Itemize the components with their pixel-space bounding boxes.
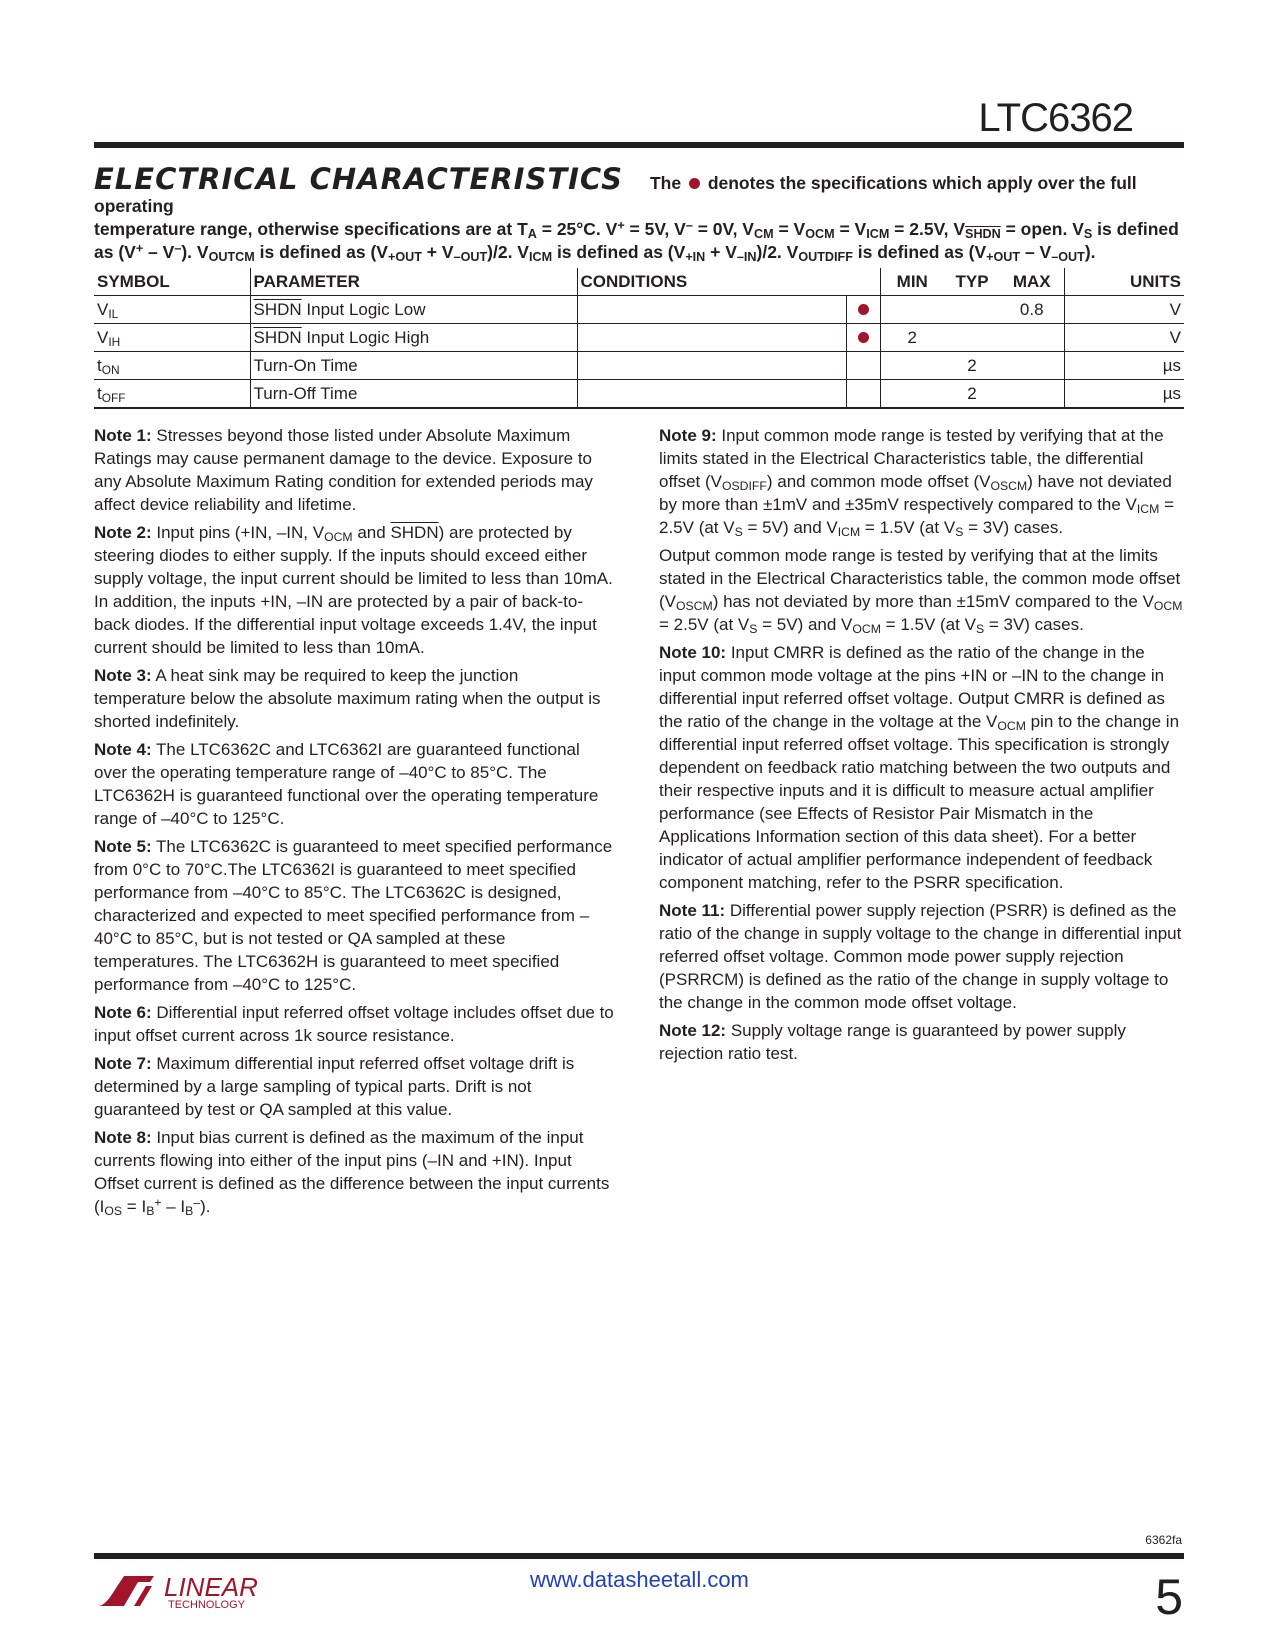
note-4: Note 4: The LTC6362C and LTC6362I are guaranteed functional over the operating temperature range of –40°C to 85°C. The LTC6362H is guaranteed functional over the operating temperature range of –40°C to 125°C. [94, 740, 599, 828]
table-row [94, 296, 1184, 324]
min-cell [880, 296, 944, 324]
units-cell: µs [1064, 352, 1184, 380]
bullet-icon [858, 304, 869, 315]
notes-right-column [659, 424, 1184, 1070]
bullet-cell [846, 352, 880, 380]
conditions-cell [577, 324, 846, 352]
note-5: Note 5: The LTC6362C is guaranteed to meet specified performance from 0°C to 70°C.The LTC6362I is guaranteed to meet specified performance from –40°C to 85°C. The LTC6362C is designed, characterized and expected to meet specified performance from –40°C to 85°C, but is not tested or QA sampled at these temperatures. The LTC6362H is guaranteed to meet specified performance from –40°C to 125°C. [94, 837, 613, 994]
linear-technology-logo-icon [94, 1568, 264, 1612]
preamble-line-3: as (V+ – V–). $V_{OUTCM}$ is defined as $(V_{+OUT} + V_{-OUT})/2$. $V_{ICM}$ is defined as $(V_{+IN} + V_{-IN})/2$. $V_{OUTDIFF}$ is defined as $(V_{+OUT} - V_{-OUT})$. [94, 241, 1096, 265]
notes-left-column [94, 424, 614, 1223]
footer-link[interactable]: www.datasheetall.com [530, 1567, 749, 1592]
units-cell: V [1064, 296, 1184, 324]
bullet-icon [858, 332, 869, 343]
typ-cell: 2 [944, 352, 1000, 380]
logo-subword: TECHNOLOGY [168, 1599, 246, 1611]
table-header: SYMBOL [94, 268, 250, 296]
parameter-cell: Turn-On Time [250, 352, 577, 380]
table-row [94, 324, 1184, 352]
symbol-cell: $V_{IL}$ [94, 296, 250, 324]
preamble-line-2: temperature range, otherwise specifications are at $T_A = 25^\circ C$. V+ = 5V, V– = 0V, $V_{CM} = V_{OCM} = V_{ICM} = 2.5V$, $V_{SHDN}$ = open. $V_S$ is defined [94, 218, 1179, 242]
max-cell [1000, 352, 1064, 380]
table-header [846, 268, 880, 296]
section-header [94, 162, 1184, 265]
typ-cell [944, 296, 1000, 324]
conditions-cell [577, 352, 846, 380]
table-header-row [94, 268, 1184, 296]
note-6: Note 6: Differential input referred offset voltage includes offset due to input offset current across 1k source resistance. [94, 1003, 614, 1045]
note-12: Note 12: Supply voltage range is guaranteed by power supply rejection ratio test. [659, 1021, 1126, 1063]
table-header: CONDITIONS [577, 268, 846, 296]
conditions-cell [577, 380, 846, 409]
typ-cell: 2 [944, 380, 1000, 409]
bullet-cell [846, 380, 880, 409]
min-cell [880, 352, 944, 380]
min-cell: 2 [880, 324, 944, 352]
table-header: PARAMETER [250, 268, 577, 296]
note-7: Note 7: Maximum differential input referred offset voltage drift is determined by a large sampling of typical parts. Drift is not guaranteed by test or QA sampled at this value. [94, 1054, 575, 1119]
page-number: 5 [1155, 1569, 1183, 1625]
parameter-cell: SHDN Input Logic Low [250, 296, 577, 324]
note-1: Note 1: Stresses beyond those listed under Absolute Maximum Ratings may cause permanent damage to the device. Exposure to any Absolute Maximum Rating condition for extended periods may affect device reliability and lifetime. [94, 426, 593, 514]
units-cell: µs [1064, 380, 1184, 409]
symbol-cell: $t_{ON}$ [94, 352, 250, 380]
document-number: 6362fa [1145, 1533, 1182, 1547]
note-2: Note 2: Input pins (+IN, –IN, $V_{OCM}$ and SHDN) are protected by steering diodes to either supply. If the inputs should exceed either supply voltage, the input current should be limited to less than 10mA. In addition, the inputs +IN, –IN are protected by a pair of back-to-back diodes. If the differential input voltage exceeds 1.4V, the input current should be limited to less than 10mA. [94, 523, 613, 657]
max-cell [1000, 380, 1064, 409]
bullet-cell [846, 324, 880, 352]
units-cell: V [1064, 324, 1184, 352]
electrical-characteristics-table [94, 268, 1184, 409]
note-9-continued: Output common mode range is tested by verifying that at the limits stated in the Electrical Characteristics table, the common mode offset $(V_{OSCM})$ has not deviated by more than ±15mV compared to the $V_{OCM} = 2.5V$ (at $V_S = 5V$) and $V_{OCM} = 1.5V$ (at $V_S = 3V$) cases. [659, 546, 1183, 637]
typ-cell [944, 324, 1000, 352]
note-9: Note 9: Input common mode range is tested by verifying that at the limits stated in the Electrical Characteristics table, the differential offset $(V_{OSDIFF})$ and common mode offset $(V_{OSCM})$ have not deviated by more than ±1mV and ±35mV respectively compared to the $V_{ICM} = 2.5V$ (at $V_S = 5V$) and $V_{ICM} = 1.5V$ (at $V_S = 3V$) cases. [659, 426, 1174, 540]
note-3: Note 3: A heat sink may be required to keep the junction temperature below the absolute maximum rating when the output is shorted indefinitely. [94, 666, 601, 731]
preamble-rest: denotes the specifications which apply over the full operating [94, 173, 1137, 216]
preamble-lead: The [649, 173, 682, 193]
bullet-icon [689, 178, 700, 189]
note-11: Note 11: Differential power supply rejection (PSRR) is defined as the ratio of the change in supply voltage to the change in differential input referred offset voltage. Common mode power supply rejection (PSRRCM) is defined as the ratio of the change in supply voltage to the change in the common mode offset voltage. [659, 901, 1182, 1012]
table-header: MIN [880, 268, 944, 296]
section-title: ELECTRICAL CHARACTERISTICS [94, 162, 624, 196]
table-row [94, 380, 1184, 409]
max-cell: 0.8 [1000, 296, 1064, 324]
table-header: TYP [944, 268, 1000, 296]
table-row [94, 352, 1184, 380]
logo-word: LINEAR [164, 1572, 258, 1602]
section-preamble [94, 162, 1184, 265]
symbol-cell: $t_{OFF}$ [94, 380, 250, 409]
top-rule [94, 142, 1184, 148]
symbol-cell: $V_{IH}$ [94, 324, 250, 352]
max-cell [1000, 324, 1064, 352]
bullet-cell [846, 296, 880, 324]
parameter-cell: SHDN Input Logic High [250, 324, 577, 352]
conditions-cell [577, 296, 846, 324]
part-number: LTC6362 [978, 96, 1133, 140]
note-8: Note 8: Input bias current is defined as the maximum of the input currents flowing into either of the input pins (–IN and +IN). Input Offset current is defined as the difference between the input currents $(I_{OS} = I_B^+ - I_B^-)$. [94, 1128, 610, 1219]
table-header: UNITS [1064, 268, 1184, 296]
min-cell [880, 380, 944, 409]
note-10: Note 10: Input CMRR is defined as the ratio of the change in the input common mode voltage at the pins +IN or –IN to the change in differential input referred offset voltage. Output CMRR is defined as the ratio of the change in the voltage at the $V_{OCM}$ pin to the change in differential input referred offset voltage. This specification is strongly dependent on feedback ratio matching between the two outputs and their respective inputs and it is difficult to measure actual amplifier performance (see Effects of Resistor Pair Mismatch in the Applications Information section of this data sheet). For a better indicator of actual amplifier performance independent of feedback component matching, refer to the PSRR specification. [659, 643, 1180, 892]
parameter-cell: Turn-Off Time [250, 380, 577, 409]
table-header: MAX [1000, 268, 1064, 296]
bottom-rule [94, 1553, 1184, 1559]
